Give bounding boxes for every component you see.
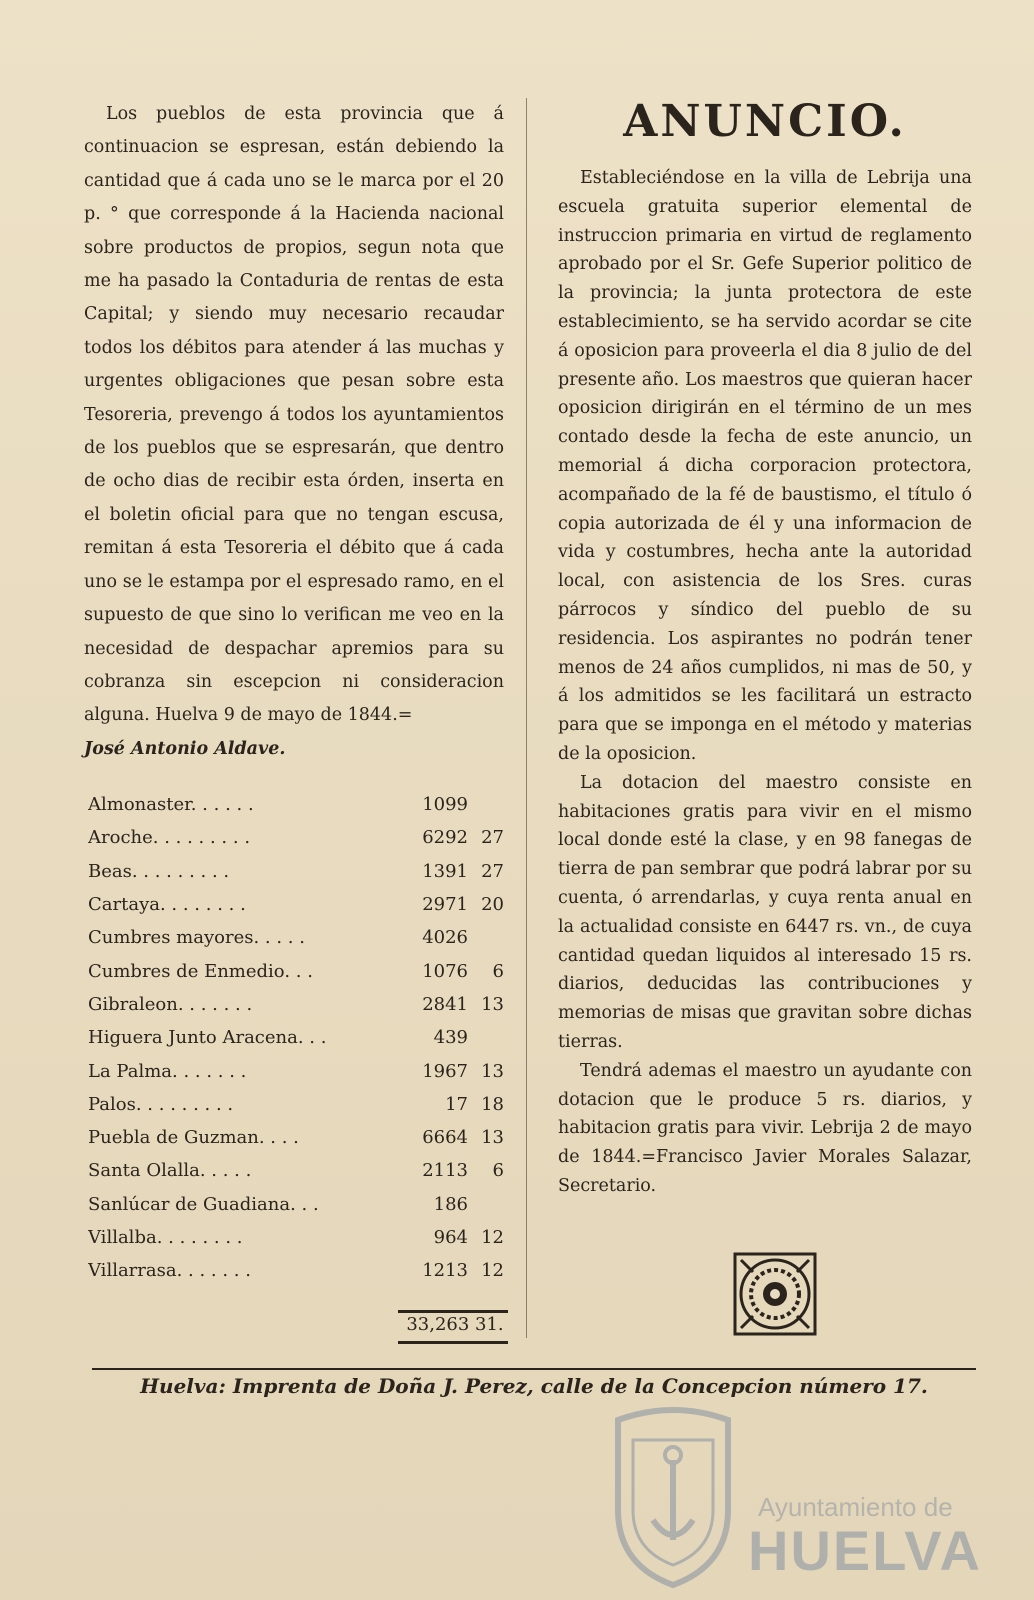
anuncio-paragraph-3: Tendrá ademas el maestro un ayudante con dotacion que le produce 5 rs. diarios, y habitacion gratis para vivir. Lebrija 2 de mayo de 1844.=Francisco Javier Morales Salazar, Secretario. [558, 1060, 972, 1196]
amount-maravedis: 12 [481, 1227, 504, 1248]
amount-maravedis: 12 [481, 1260, 504, 1282]
town-name: Almonaster. . . . . . [88, 794, 254, 816]
anuncio-title: ANUNCIO. [623, 96, 907, 147]
amount-maravedis: 13 [481, 993, 504, 1015]
table-row [88, 888, 508, 921]
amount-reales: 1213 [422, 1260, 468, 1282]
amount-maravedis: 20 [481, 894, 504, 916]
coat-of-arms-icon [598, 1400, 748, 1590]
table-row [88, 788, 508, 821]
archive-watermark [598, 1400, 1018, 1590]
amount-maravedis: 6 [492, 960, 504, 982]
amount-maravedis: 6 [492, 1160, 504, 1182]
total-rule-top [398, 1310, 508, 1313]
table-row [88, 1221, 508, 1254]
notice-paragraph: Los pueblos de esta provincia que á continuacion se espresan, están debiendo la cantidad que á cada uno se le marca por el 20 p. ° que corresponde á la Hacienda nacional sobre productos de propios, segun nota que me ha pasado la Contaduria de rentas de esta Capital; y siendo muy necesario recaudar todos los débitos para atender á las muchas y urgentes obligaciones que pesan sobre esta Tesoreria, prevengo á todos los ayuntamientos de los pueblos que se espresarán, que dentro de ocho dias de recibir esta órden, inserta en el boletin oficial para que no tengan escusa, remitan á esta Tesoreria el débito que á cada uno se le estampa por el espresado ramo, en el supuesto de que sino lo verifican me veo en la necesidad de despachar apremios para su cobranza sin escepcion ni consideracion alguna. Huelva 9 de mayo de 1844.= [84, 104, 504, 726]
amount-maravedis: 27 [481, 827, 504, 849]
town-name: Higuera Junto Aracena. . . [88, 1027, 327, 1049]
printer-ornament-icon [733, 1252, 817, 1336]
town-name: La Palma. . . . . . . [88, 1060, 247, 1082]
table-row [88, 1254, 508, 1287]
amount-reales: 439 [433, 1027, 468, 1049]
watermark-line2: HUELVA [748, 1519, 982, 1582]
table-row [88, 855, 508, 888]
amount-reales: 17 [445, 1093, 468, 1115]
table-row [88, 1121, 508, 1154]
anuncio-paragraph-2: La dotacion del maestro consiste en habitaciones gratis para vivir en el mismo local donde esté la clase, y en 98 fanegas de tierra de pan sembrar que podrá labrar por su cuenta, ó arrendarlas, y cuya renta anual en la actualidad consiste en 6447 rs. vn., de cuya cantidad quedan liquidos al interesado 15 rs. diarios, deducidas las contribuciones y memorias de misas que gravitan sobre dichas tierras. [558, 772, 972, 1052]
table-row [88, 1054, 508, 1087]
town-name: Palos. . . . . . . . . [88, 1093, 234, 1115]
footer-rule [92, 1368, 976, 1370]
anuncio-body [558, 164, 972, 1201]
amount-reales: 186 [433, 1193, 468, 1215]
table-row [88, 821, 508, 854]
tesoreria-notice [84, 98, 504, 766]
town-name: Santa Olalla. . . . . [88, 1160, 252, 1182]
column-divider [526, 98, 527, 1338]
amount-reales: 1099 [422, 794, 468, 816]
town-name: Villarrasa. . . . . . . [88, 1260, 251, 1282]
town-name: Villalba. . . . . . . . [88, 1227, 243, 1248]
amount-maravedis: 13 [481, 1060, 504, 1082]
notice-signature: José Antonio Aldave. [84, 738, 286, 759]
amount-reales: 4026 [422, 927, 468, 949]
amount-reales: 2971 [422, 894, 468, 916]
table-row [88, 1154, 508, 1187]
amount-reales: 964 [433, 1227, 468, 1248]
amount-reales: 1391 [422, 860, 468, 882]
imprint-footer: Huelva: Imprenta de Doña J. Perez, calle de la Concepcion número 17. [140, 1374, 928, 1398]
town-name: Cumbres mayores. . . . . [88, 927, 305, 949]
amount-reales: 6292 [422, 827, 468, 849]
table-row [88, 1088, 508, 1121]
town-name: Cartaya. . . . . . . . [88, 894, 246, 916]
amount-reales: 2113 [422, 1160, 468, 1182]
amount-maravedis: 18 [481, 1093, 504, 1115]
town-name: Sanlúcar de Guadiana. . . [88, 1193, 319, 1215]
town-name: Puebla de Guzman. . . . [88, 1127, 299, 1149]
total-rule-bottom [398, 1341, 508, 1344]
amount-reales: 2841 [422, 993, 468, 1015]
debts-table [88, 788, 508, 1287]
amount-maravedis: 27 [481, 860, 504, 882]
town-name: Gibraleon. . . . . . . [88, 993, 253, 1015]
table-row [88, 988, 508, 1021]
table-row [88, 1188, 508, 1221]
table-total: 33,263 31. [406, 1314, 504, 1335]
anuncio-paragraph-1: Estableciéndose en la villa de Lebrija una escuela gratuita superior elemental de instruccion primaria en virtud de reglamento aprobado por el Sr. Gefe Superior politico de la provincia; la junta protectora de este establecimiento, se ha servido acordar se cite á oposicion para proveerla el dia 8 julio de del presente año. Los maestros que quieran hacer oposicion dirigirán en el término de un mes contado desde la fecha de este anuncio, un memorial á dicha corporacion protectora, acompañado de la fé de baustismo, el título ó copia autorizada de él y una informacion de vida y costumbres, hecha ante la autoridad local, con asistencia de los Sres. curas párrocos y síndico del pueblo de su residencia. Los aspirantes no podrán tener menos de 24 años cumplidos, ni mas de 50, y á los admitidos se les facilitará un estracto para que se imponga en el método y materias de la oposicion. [558, 168, 972, 764]
table-row [88, 921, 508, 954]
town-name: Aroche. . . . . . . . . [88, 827, 251, 849]
amount-reales: 1076 [422, 960, 468, 982]
watermark-line1: Ayuntamiento de [758, 1492, 953, 1522]
amount-reales: 1967 [422, 1060, 468, 1082]
town-name: Cumbres de Enmedio. . . [88, 960, 313, 982]
amount-maravedis: 13 [481, 1127, 504, 1149]
town-name: Beas. . . . . . . . . [88, 860, 230, 882]
table-row [88, 1021, 508, 1054]
amount-reales: 6664 [422, 1127, 468, 1149]
table-row [88, 954, 508, 987]
